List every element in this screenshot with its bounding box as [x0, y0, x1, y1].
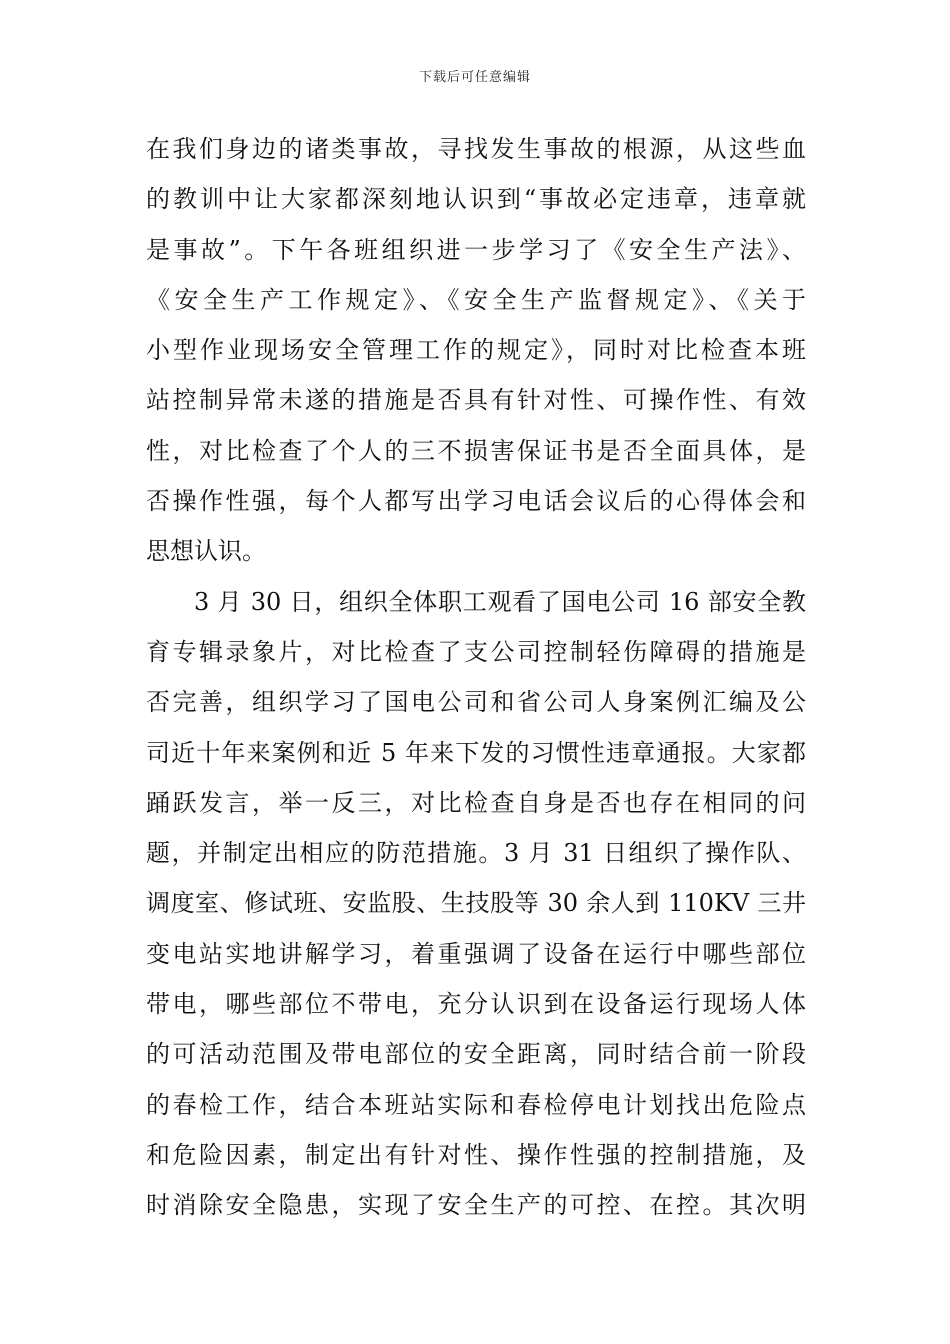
text-line: 司近十年来案例和近 5 年来下发的习惯性违章通报。大家都 [146, 738, 806, 767]
text-line: 的可活动范围及带电部位的安全距离，同时结合前一阶段 [146, 1040, 806, 1069]
text-line: 的春检工作，结合本班站实际和春检停电计划找出危险点 [146, 1090, 806, 1119]
text-line: 思想认识。 [146, 537, 266, 566]
text-line: 题，并制定出相应的防范措施。3 月 31 日组织了操作队、 [146, 839, 806, 868]
text-line: 时消除安全隐患，实现了安全生产的可控、在控。其次明 [146, 1191, 806, 1220]
document-body [146, 124, 806, 1231]
text-line: 育专辑录象片，对比检查了支公司控制轻伤障碍的措施是 [146, 637, 806, 666]
page-header: 下载后可任意编辑 [418, 70, 531, 85]
text-line: 否完善，组织学习了国电公司和省公司人身案例汇编及公 [146, 688, 806, 717]
text-line: 是事故”。下午各班组织进一步学习了《安全生产法》、 [146, 235, 806, 264]
text-line: 带电，哪些部位不带电，充分认识到在设备运行现场人体 [146, 990, 806, 1019]
text-line: 否操作性强，每个人都写出学习电话会议后的心得体会和 [146, 487, 806, 516]
text-line: 3 月 30 日，组织全体职工观看了国电公司 16 部安全教 [194, 587, 806, 616]
text-line: 踊跃发言，举一反三，对比检查自身是否也存在相同的问 [146, 788, 806, 817]
text-line: 的教训中让大家都深刻地认识到“事故必定违章，违章就 [146, 185, 806, 214]
text-line: 站控制异常未遂的措施是否具有针对性、可操作性、有效 [146, 386, 806, 415]
text-line: 小型作业现场安全管理工作的规定》，同时对比检查本班 [146, 336, 806, 365]
text-line: 《安全生产工作规定》、《安全生产监督规定》、《关于 [146, 285, 806, 314]
text-line: 和危险因素，制定出有针对性、操作性强的控制措施，及 [146, 1140, 806, 1169]
text-line: 在我们身边的诸类事故，寻找发生事故的根源，从这些血 [146, 135, 806, 163]
text-line: 变电站实地讲解学习，着重强调了设备在运行中哪些部位 [146, 939, 806, 968]
text-line: 性，对比检查了个人的三不损害保证书是否全面具体，是 [146, 436, 806, 465]
text-line: 调度室、修试班、安监股、生技股等 30 余人到 110KV 三井 [146, 889, 806, 918]
